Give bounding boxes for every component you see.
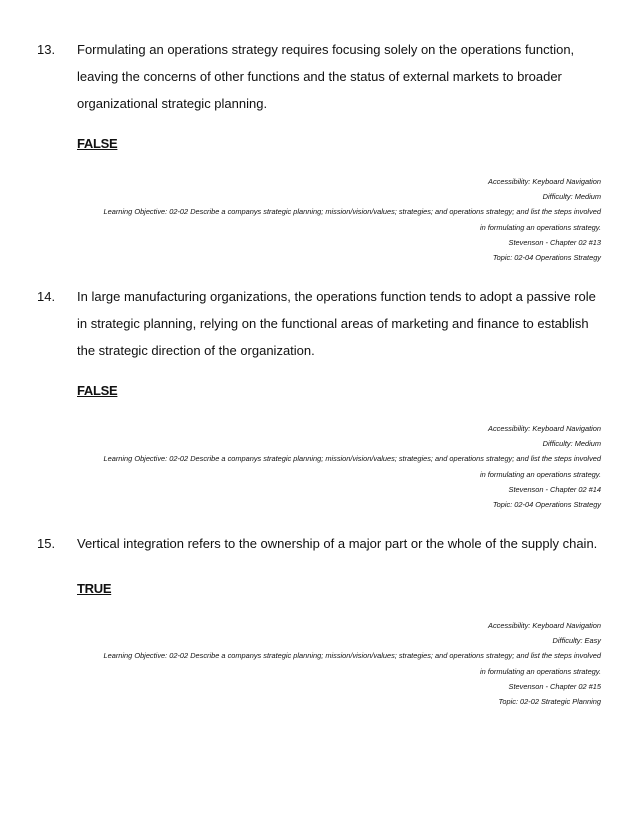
topic-line: Topic: 02-02 Strategic Planning: [498, 697, 601, 707]
accessibility-line: Accessibility: Keyboard Navigation: [488, 621, 601, 630]
learning-objective-line: Learning Objective: 02-02 Describe a companys strategic planning; mission/vision/values; strategies; and operations strategy; and list the steps involved: [103, 207, 601, 217]
question-number: 13.: [37, 42, 56, 57]
question-metadata: [20, 618, 601, 709]
question-metadata: [20, 174, 601, 265]
topic-line: Topic: 02-04 Operations Strategy: [492, 253, 601, 263]
question-text: Vertical integration refers to the ownership of a major part or the whole of the supply chain.: [77, 536, 598, 551]
source-line: Stevenson - Chapter 02 #15: [508, 681, 601, 691]
answer-label: FALSE: [77, 136, 118, 151]
question-metadata: [20, 421, 601, 512]
answer-label: FALSE: [77, 383, 118, 398]
answer-label: TRUE: [77, 581, 112, 596]
learning-objective-line: Learning Objective: 02-02 Describe a companys strategic planning; mission/vision/values; strategies; and operations strategy; and list the steps involved: [103, 651, 601, 661]
learning-objective-continuation: in formulating an operations strategy.: [479, 222, 601, 232]
topic-line: Topic: 02-04 Operations Strategy: [492, 500, 601, 510]
question-number: 14.: [37, 289, 56, 304]
question-text: Formulating an operations strategy requires focusing solely on the operations function, leaving the concerns of other functions and the status of external markets to broader organizational strategic planning.: [77, 42, 575, 111]
accessibility-line: Accessibility: Keyboard Navigation: [488, 424, 601, 433]
question-text: In large manufacturing organizations, the operations function tends to adopt a passive role in strategic planning, relying on the functional areas of marketing and finance to establish the strategic direction of the organization.: [77, 289, 596, 358]
difficulty-line: Difficulty: Easy: [552, 636, 601, 646]
difficulty-line: Difficulty: Medium: [542, 192, 601, 202]
learning-objective-line: Learning Objective: 02-02 Describe a companys strategic planning; mission/vision/values; strategies; and operations strategy; and list the steps involved: [103, 454, 601, 464]
learning-objective-continuation: in formulating an operations strategy.: [479, 469, 601, 479]
accessibility-line: Accessibility: Keyboard Navigation: [488, 177, 601, 186]
learning-objective-continuation: in formulating an operations strategy.: [479, 666, 601, 676]
source-line: Stevenson - Chapter 02 #14: [508, 484, 601, 494]
source-line: Stevenson - Chapter 02 #13: [508, 237, 601, 247]
difficulty-line: Difficulty: Medium: [542, 439, 601, 449]
question-number: 15.: [37, 536, 56, 551]
